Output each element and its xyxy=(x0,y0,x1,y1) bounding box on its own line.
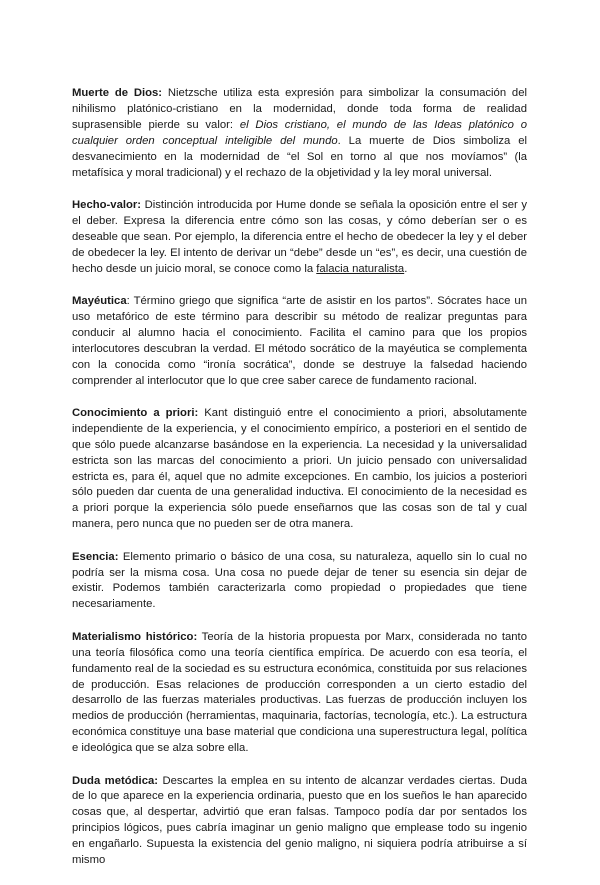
entry-text: Distinción introducida por Hume donde se señala la oposición entre el ser y el deber. Expresa la diferencia entre cómo son las cosas, y cómo deberían ser o es deseable que sean. Por ejemplo, la diferencia entre el hecho de obedecer la ley y el deber de obedecer la ley. El intento de derivar un “debe” desde un “es”, es decir, una cuestión de hecho desde un juicio moral, se conoce como la xyxy=(72,198,527,275)
entry-text: Descartes la emplea en su intento de alcanzar verdades ciertas. Duda de lo que aparece en la experiencia ordinaria, puesto que en los sueños le han aparecido cosas que, al despertar, advirtió que eran falsas. Tampoco podía dar por sentados los principios lógicos, pues cabría imaginar un genio maligno que emplease todo su ingenio en engañarlo. Supuesta la existencia del genio maligno, ni siquiera podría atribuirse a sí mismo xyxy=(72,774,527,867)
entry-text: Kant distinguió entre el conocimiento a priori, absolutamente independiente de la experiencia, y el conocimiento empírico, a posteriori en el sentido de que sólo puede alcanzarse basándose en la experiencia. La necesidad y la universalidad estricta son las marcas del conocimiento a priori. Un juicio pensado con universalidad estricta es, para él, aquel que no admite excepciones. En cambio, los juicios a posteriori sólo pueden dar cuenta de una generalidad inductiva. El conocimiento de la necesidad es a priori porque la experiencia sólo puede enseñarnos que las cosas son de tal y cual manera, pero nunca que no pueden ser de otra manera. xyxy=(72,406,527,531)
glossary-entry-esencia xyxy=(72,550,527,614)
entry-term: Muerte de Dios: xyxy=(72,87,163,99)
entry-text: Nietzsche utiliza esta expresión para simbolizar la consumación del nihilismo platónico-cristiano en la modernidad, donde toda forma de realidad suprasensible pierde su valor: xyxy=(72,87,528,131)
falacia-naturalista-link[interactable]: falacia naturalista xyxy=(316,262,405,275)
entry-term: Conocimiento a priori: xyxy=(72,406,199,419)
entry-text: . xyxy=(404,262,408,275)
glossary-entry-duda-metodica xyxy=(72,774,527,869)
document-page xyxy=(72,86,527,885)
entry-term: Esencia: xyxy=(72,550,119,563)
entry-term: Hecho-valor: xyxy=(72,198,142,211)
entry-term: Materialismo histórico: xyxy=(72,630,198,643)
entry-text: Elemento primario o básico de una cosa, su naturaleza, aquello sin lo cual no podría ser la misma cosa. Una cosa no puede dejar de tener su esencia sin dejar de existir. Podemos también caracterizarla como propiedad o propiedades que tiene necesariamente. xyxy=(72,550,527,611)
glossary-entry-conocimiento-a-priori xyxy=(72,406,527,533)
entry-term: Mayéutica xyxy=(72,294,127,307)
glossary-entry-hecho-valor xyxy=(72,198,527,278)
entry-text: : Término griego que significa “arte de asistir en los partos”. Sócrates hace un uso metafórico de este término para describir su método de realizar preguntas para conducir al alumno hacia el conocimiento. Facilita el camino para que los propios interlocutores descubran la verdad. El método socrático de la mayéutica se complementa con la conocida como “ironía socrática”, donde se destruye la falsedad haciendo comprender al interlocutor que lo que cree saber carece de fundamento racional. xyxy=(72,294,527,387)
entry-emphasis: el Dios cristiano, el mundo de las Ideas platónico o cualquier orden conceptual inteligible del mundo xyxy=(72,118,527,147)
entry-term: Duda metódica: xyxy=(72,774,159,787)
entry-text: Teoría de la historia propuesta por Marx, considerada no tanto una teoría filosófica como una teoría científica empírica. De acuerdo con esa teoría, el fundamento real de la sociedad es su estructura económica, constituida por sus relaciones de producción. Esas relaciones de producción corresponden a un cierto estadio del desarrollo de las fuerzas materiales productivas. Las fuerzas de producción incluyen los medios de producción (herramientas, maquinaria, factorías, tecnología, etc.). La estructura económica constituye una base material que condiciona una superestructura legal, política e ideológica que se alza sobre ella. xyxy=(72,630,527,755)
glossary-entry-materialismo-historico xyxy=(72,630,527,757)
glossary-entry-muerte-de-dios xyxy=(72,86,527,181)
glossary-entry-mayeutica xyxy=(72,294,527,389)
entry-text: . La muerte de Dios simboliza el desvanecimiento en la modernidad de “el Sol en torno al que nos movíamos” (la metafísica y moral tradicional) y el rechazo de la objetividad y la ley moral universal. xyxy=(72,134,527,179)
